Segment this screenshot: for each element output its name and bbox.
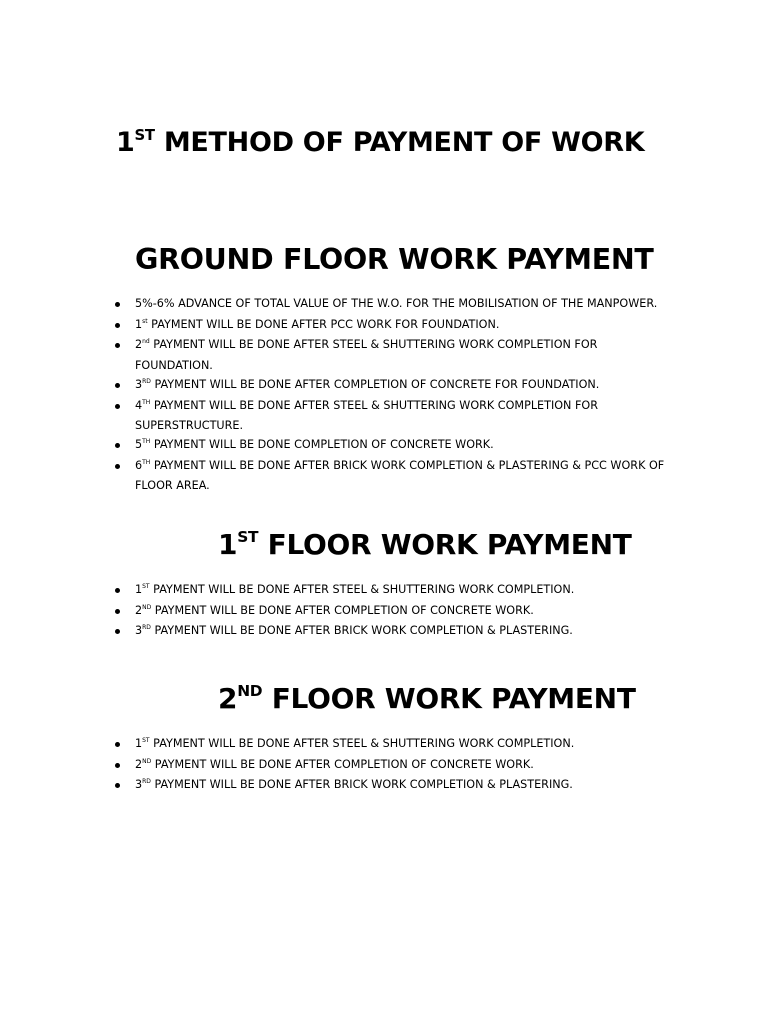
- item-ordinal: RD: [142, 624, 151, 632]
- list-item: [115, 295, 675, 316]
- item-number: 1: [135, 583, 143, 596]
- item-text: 5%-6% ADVANCE OF TOTAL VALUE OF THE W.O. FOR THE MOBILISATION OF THE MANPOWER.: [135, 297, 658, 310]
- item-ordinal: ND: [142, 603, 152, 611]
- list-item: [115, 397, 675, 436]
- item-text: PAYMENT WILL BE DONE AFTER STEEL & SHUTTERING WORK COMPLETION FOR SUPERSTRUCTURE.: [135, 398, 598, 433]
- item-text: PAYMENT WILL BE DONE COMPLETION OF CONCRETE WORK.: [150, 437, 494, 451]
- list-item: [115, 735, 675, 756]
- section-heading-ground-floor: [135, 243, 654, 276]
- bullet-icon: [115, 783, 120, 788]
- item-text: PAYMENT WILL BE DONE AFTER STEEL & SHUTTERING WORK COMPLETION.: [149, 583, 575, 596]
- item-text: PAYMENT WILL BE DONE AFTER COMPLETION OF CONCRETE WORK.: [151, 603, 534, 617]
- bullet-icon: [115, 609, 120, 614]
- item-number: 4: [135, 398, 143, 412]
- list-item: [115, 756, 675, 777]
- item-number: 3: [135, 778, 143, 792]
- list-item: [115, 436, 675, 457]
- ground-floor-payment-list: [115, 295, 675, 496]
- item-text: PAYMENT WILL BE DONE AFTER BRICK WORK COMPLETION & PLASTERING.: [150, 778, 573, 792]
- bullet-icon: [115, 629, 120, 634]
- list-item: [115, 316, 675, 337]
- heading-number: 2: [218, 682, 238, 715]
- item-text: PAYMENT WILL BE DONE AFTER COMPLETION OF CONCRETE WORK.: [151, 757, 534, 771]
- item-number: 2: [135, 603, 143, 617]
- item-ordinal: ND: [142, 757, 152, 765]
- heading-text: FLOOR WORK PAYMENT: [258, 528, 632, 561]
- item-number: 5: [135, 437, 143, 451]
- item-text: PAYMENT WILL BE DONE AFTER BRICK WORK COMPLETION & PLASTERING & PCC WORK OF FLOOR AREA.: [135, 458, 665, 493]
- section-heading-first-floor: [218, 528, 632, 561]
- item-ordinal: st: [142, 317, 148, 325]
- item-ordinal: RD: [142, 778, 151, 786]
- item-ordinal: TH: [142, 398, 151, 406]
- heading-ordinal: ND: [237, 682, 263, 701]
- item-number: 6: [135, 458, 143, 472]
- heading-ordinal: ST: [237, 528, 259, 547]
- bullet-icon: [115, 343, 120, 348]
- bullet-icon: [115, 742, 120, 747]
- item-ordinal: TH: [142, 458, 151, 466]
- item-number: 1: [135, 317, 143, 331]
- list-item: [115, 622, 675, 643]
- bullet-icon: [115, 443, 120, 448]
- title-ordinal: ST: [134, 125, 155, 144]
- heading-text: FLOOR WORK PAYMENT: [262, 682, 636, 715]
- bullet-icon: [115, 323, 120, 328]
- item-number: 3: [135, 377, 143, 391]
- bullet-icon: [115, 588, 120, 593]
- item-text: PAYMENT WILL BE DONE AFTER PCC WORK FOR FOUNDATION.: [147, 317, 500, 331]
- list-item: [115, 376, 675, 397]
- list-item: [115, 602, 675, 623]
- list-item: [115, 457, 675, 496]
- item-number: 1: [135, 737, 143, 750]
- list-item: [115, 776, 675, 797]
- item-text: PAYMENT WILL BE DONE AFTER BRICK WORK COMPLETION & PLASTERING.: [150, 624, 573, 638]
- bullet-icon: [115, 763, 120, 768]
- bullet-icon: [115, 404, 120, 409]
- bullet-icon: [115, 383, 120, 388]
- heading-number: 1: [218, 528, 238, 561]
- item-ordinal: ST: [142, 737, 150, 744]
- document-title: [116, 125, 645, 158]
- item-number: 2: [135, 757, 143, 771]
- title-number: 1: [116, 127, 135, 158]
- second-floor-payment-list: [115, 735, 675, 797]
- list-item: [115, 581, 675, 602]
- title-text: METHOD OF PAYMENT OF WORK: [154, 127, 645, 158]
- list-item: [115, 336, 675, 375]
- first-floor-payment-list: [115, 581, 675, 643]
- item-ordinal: RD: [142, 377, 151, 385]
- bullet-icon: [115, 302, 120, 307]
- section-heading-second-floor: [218, 682, 636, 715]
- item-ordinal: TH: [142, 437, 151, 445]
- item-text: PAYMENT WILL BE DONE AFTER COMPLETION OF CONCRETE FOR FOUNDATION.: [150, 377, 600, 391]
- item-number: 3: [135, 624, 143, 638]
- heading-text: GROUND FLOOR WORK PAYMENT: [135, 243, 654, 276]
- item-ordinal: nd: [142, 338, 150, 346]
- bullet-icon: [115, 464, 120, 469]
- item-number: 2: [135, 338, 143, 352]
- item-text: PAYMENT WILL BE DONE AFTER STEEL & SHUTTERING WORK COMPLETION FOR FOUNDATION.: [135, 338, 598, 373]
- item-ordinal: ST: [142, 583, 150, 590]
- item-text: PAYMENT WILL BE DONE AFTER STEEL & SHUTTERING WORK COMPLETION.: [149, 737, 575, 750]
